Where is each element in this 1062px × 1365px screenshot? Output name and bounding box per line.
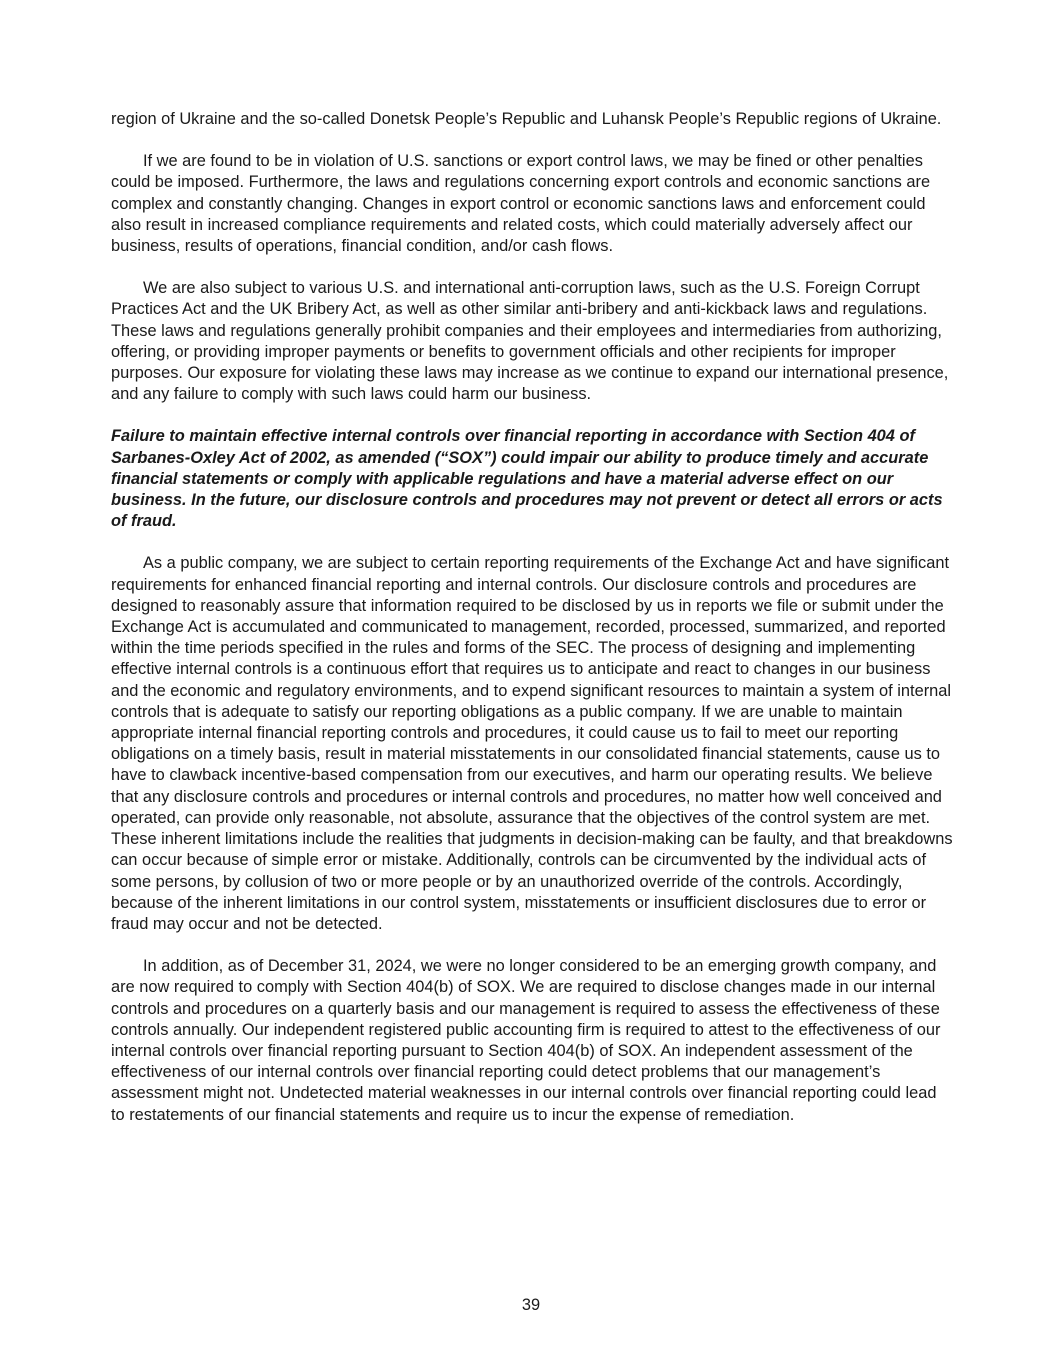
document-page	[111, 109, 953, 1147]
paragraph-anti-corruption: We are also subject to various U.S. and international anti-corruption laws, such as the U.S. Foreign Corrupt Practices Act and the UK Bribery Act, as well as other similar anti-bribery and anti-kickback laws and regulations. These laws and regulations generally prohibit companies and their employees and intermediaries from authorizing, offering, or providing improper payments or benefits to government officials and other recipients for improper purposes. Our exposure for violating these laws may increase as we continue to expand our international presence, and any failure to comply with such laws could harm our business.	[111, 279, 949, 404]
page-number: 39	[521, 1296, 541, 1314]
risk-factor-heading: Failure to maintain effective internal controls over financial reporting in accordance with Section 404 of Sarbanes-Oxley Act of 2002, as amended (“SOX”) could impair our ability to produce timely and accurate financial statements or comply with applicable regulations and have a material adverse effect on our business. In the future, our disclosure controls and procedures may not prevent or detect all errors or acts of fraud.	[111, 427, 943, 531]
paragraph-sanctions-penalties: If we are found to be in violation of U.S. sanctions or export control laws, we may be fined or other penalties could be imposed. Furthermore, the laws and regulations concerning export controls and economic sanctions are complex and constantly changing. Changes in export control or economic sanctions laws and enforcement could also result in increased compliance requirements and related costs, which could materially adversely affect our business, results of operations, financial condition, and/or cash flows.	[111, 152, 931, 256]
paragraph-sox-404b: In addition, as of December 31, 2024, we were no longer considered to be an emerging growth company, and are now required to comply with Section 404(b) of SOX. We are required to disclose changes made in our internal controls and procedures on a quarterly basis and our management is required to assess the effectiveness of these controls annually. Our independent registered public accounting firm is required to attest to the effectiveness of our internal controls over financial reporting pursuant to Section 404(b) of SOX. An independent assessment of the effectiveness of our internal controls over financial reporting could detect problems that our management’s assessment might not. Undetected material weaknesses in our internal controls over financial reporting could lead to restatements of our financial statements and require us to incur the expense of remediation.	[111, 957, 941, 1124]
paragraph-public-company-controls: As a public company, we are subject to certain reporting requirements of the Exchange Act and have significant requirements for enhanced financial reporting and internal controls. Our disclosure controls and procedures are designed to reasonably assure that information required to be disclosed by us in reports we file or submit under the Exchange Act is accumulated and communicated to management, recorded, processed, summarized, and reported within the time periods specified in the rules and forms of the SEC. The process of designing and implementing effective internal controls is a continuous effort that requires us to anticipate and react to changes in our business and the economic and regulatory environments, and to expend significant resources to maintain a system of internal controls that is adequate to satisfy our reporting obligations as a public company. If we are unable to maintain appropriate internal financial reporting controls and procedures, it could cause us to fail to meet our reporting obligations on a timely basis, result in material misstatements in our consolidated financial statements, cause us to have to clawback incentive-based compensation from our executives, and harm our operating results. We believe that any disclosure controls and procedures or internal controls and procedures, no matter how well conceived and operated, can provide only reasonable, not absolute, assurance that the objectives of the control system are met. These inherent limitations include the realities that judgments in decision-making can be faulty, and that breakdowns can occur because of simple error or mistake. Additionally, controls can be circumvented by the individual acts of some persons, by collusion of two or more people or by an unauthorized override of the controls. Accordingly, because of the inherent limitations in our control system, misstatements or insufficient disclosures due to error or fraud may occur and not be detected.	[111, 554, 953, 933]
paragraph-ukraine-regions: region of Ukraine and the so-called Donetsk People’s Republic and Luhansk People’s Republic regions of Ukraine.	[111, 110, 942, 128]
